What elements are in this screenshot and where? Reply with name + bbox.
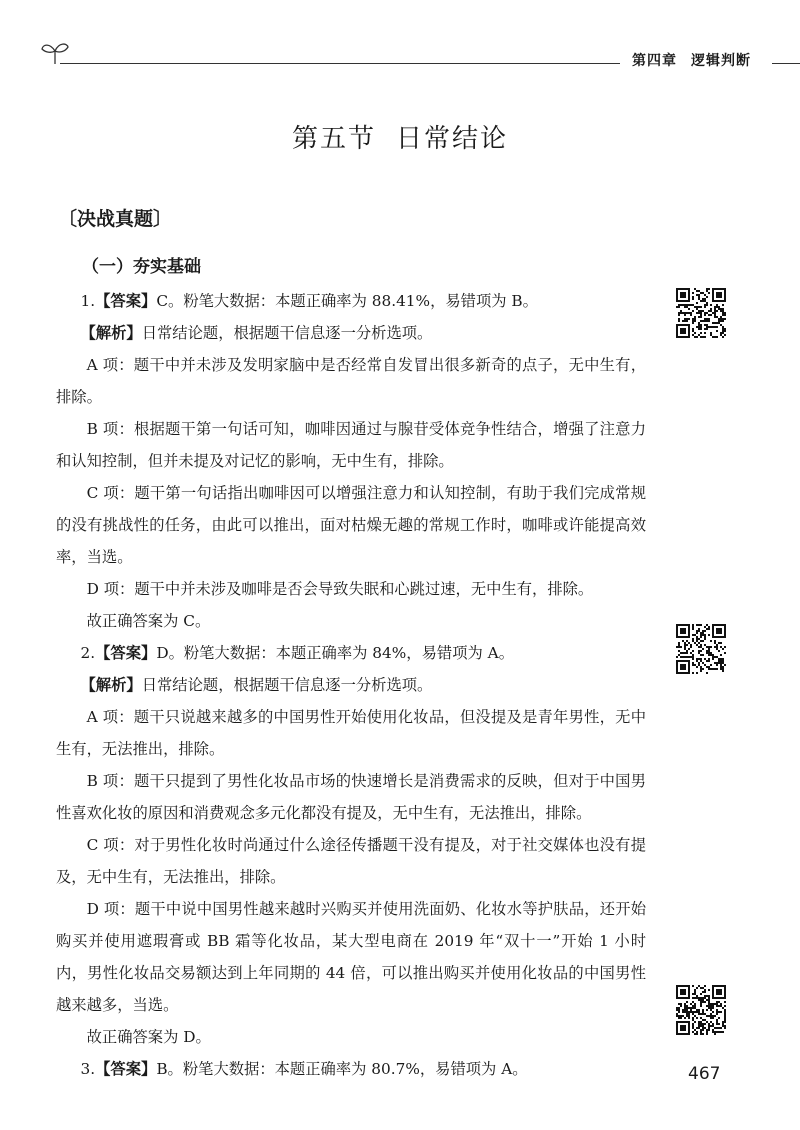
section-heading: 〔决战真题〕 (58, 208, 173, 230)
page-title (0, 118, 800, 155)
answer-bracket-close: 】 (141, 292, 157, 310)
question-number: 2. (80, 644, 96, 662)
analysis-text: 日常结论题，根据题干信息逐一分析选项。 (141, 324, 433, 342)
answer-tag: 答案 (110, 292, 141, 310)
answer-tag: 答案 (110, 1060, 141, 1078)
answer-line-2 (56, 637, 646, 669)
qr-code-icon[interactable] (676, 985, 726, 1035)
header-rule-left (60, 63, 620, 64)
qr-code-icon[interactable] (676, 624, 726, 674)
answer-text: C。粉笔大数据：本题正确率为 88.41%，易错项为 B。 (156, 292, 538, 310)
option-paragraph: C 项：题干第一句话指出咖啡因可以增强注意力和认知控制，有助于我们完成常规的没有挑战性的任务，由此可以推出，面对枯燥无趣的常规工作时，咖啡或许能提高效率，当选。 (56, 484, 646, 566)
question-number: 1. (80, 292, 96, 310)
section-number: 第五节 (291, 124, 376, 154)
answer-bracket-close: 】 (141, 644, 157, 662)
header-topic: 逻辑判断 (691, 53, 751, 69)
answer-bracket-open: 【 (95, 1060, 111, 1078)
answer-text: D。粉笔大数据：本题正确率为 84%，易错项为 A。 (156, 644, 514, 662)
analysis-tag: 解析 (95, 324, 127, 342)
page-number: 467 (688, 1064, 721, 1084)
answer-line-1 (56, 285, 646, 317)
option-paragraph: A 项：题干只说越来越多的中国男性开始使用化妆品，但没提及是青年男性，无中生有，无法推出，排除。 (56, 708, 646, 758)
conclusion-line: 故正确答案为 C。 (86, 612, 211, 630)
header-chapter-label (632, 50, 765, 70)
sub-heading: （一）夯实基础 (82, 257, 201, 277)
option-paragraph: D 项：题干中并未涉及咖啡是否会导致失眠和心跳过速，无中生有，排除。 (86, 580, 594, 598)
question-number: 3. (80, 1060, 96, 1078)
analysis-bracket-open: 【 (80, 676, 96, 694)
analysis-line-2 (56, 669, 646, 701)
answer-line-3 (56, 1053, 646, 1085)
answer-bracket-close: 】 (141, 1060, 157, 1078)
option-paragraph: B 项：题干只提到了男性化妆品市场的快速增长是消费需求的反映，但对于中国男性喜欢化妆的原因和消费观念多元化都没有提及，无中生有，无法推出，排除。 (56, 772, 646, 822)
analysis-text: 日常结论题，根据题干信息逐一分析选项。 (141, 676, 433, 694)
running-header (40, 34, 760, 70)
analysis-bracket-open: 【 (80, 324, 96, 342)
answer-bracket-open: 【 (95, 644, 111, 662)
option-paragraph: C 项：对于男性化妆时尚通过什么途径传播题干没有提及，对于社交媒体也没有提及，无中生有，无法推出，排除。 (56, 836, 646, 886)
analysis-line-1 (56, 317, 646, 349)
answer-bracket-open: 【 (95, 292, 111, 310)
answer-tag: 答案 (110, 644, 141, 662)
header-chapter: 第四章 (632, 53, 677, 69)
analysis-bracket-close: 】 (126, 324, 142, 342)
question-content (56, 285, 646, 1085)
option-paragraph: D 项：题干中说中国男性越来越时兴购买并使用洗面奶、化妆水等护肤品，还开始购买并使用遮瑕膏或 BB 霜等化妆品，某大型电商在 2019 年“双十一”开始 1 小时内，男性化妆品交易额达到上年同期的 44 倍，可以推出购买并使用化妆品的中国男性越来越多，当选。 (56, 900, 646, 1014)
option-paragraph: A 项：题干中并未涉及发明家脑中是否经常自发冒出很多新奇的点子，无中生有，排除。 (56, 356, 646, 406)
conclusion-line: 故正确答案为 D。 (86, 1028, 211, 1046)
header-rule-right (772, 63, 800, 64)
analysis-bracket-close: 】 (126, 676, 142, 694)
option-paragraph: B 项：根据题干第一句话可知，咖啡因通过与腺苷受体竞争性结合，增强了注意力和认知控制，但并未提及对记忆的影响，无中生有，排除。 (56, 420, 646, 470)
qr-code-icon[interactable] (676, 288, 726, 338)
section-name: 日常结论 (396, 124, 509, 154)
answer-text: B。粉笔大数据：本题正确率为 80.7%，易错项为 A。 (156, 1060, 528, 1078)
analysis-tag: 解析 (95, 676, 127, 694)
